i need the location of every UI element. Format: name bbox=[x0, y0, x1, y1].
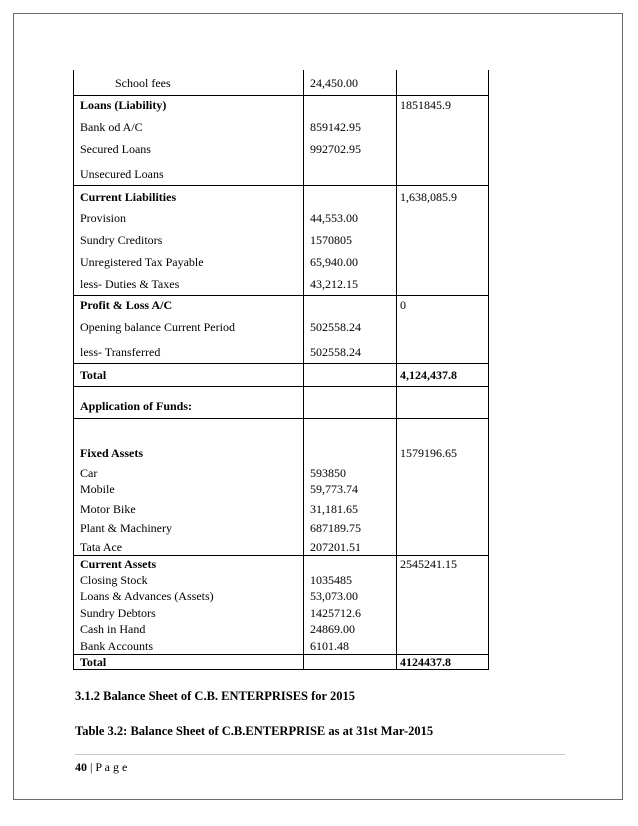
row-total: 4,124,437.8 bbox=[400, 368, 457, 382]
row-amount: 502558.24 bbox=[310, 345, 361, 359]
row-label: Mobile bbox=[80, 482, 115, 496]
row-label: less- Transferred bbox=[80, 345, 161, 359]
row-label: Unregistered Tax Payable bbox=[80, 255, 204, 269]
row-label: Motor Bike bbox=[80, 502, 136, 516]
row-label: Unsecured Loans bbox=[80, 167, 164, 181]
row-label: Total bbox=[80, 368, 107, 382]
table-rule bbox=[73, 386, 489, 387]
row-total: 1851845.9 bbox=[400, 98, 451, 112]
row-total: 1,638,085.9 bbox=[400, 190, 457, 204]
table-rule bbox=[73, 418, 489, 419]
balance-sheet-table bbox=[73, 70, 489, 670]
row-label: Plant & Machinery bbox=[80, 521, 172, 535]
row-label: Tata Ace bbox=[80, 540, 123, 554]
row-total: 4124437.8 bbox=[400, 655, 451, 669]
row-amount: 6101.48 bbox=[310, 639, 349, 653]
row-amount: 24869.00 bbox=[310, 622, 355, 636]
table-left-border bbox=[73, 70, 74, 669]
row-label: Cash in Hand bbox=[80, 622, 146, 636]
row-label: Opening balance Current Period bbox=[80, 320, 235, 334]
row-label: Profit & Loss A/C bbox=[80, 298, 173, 312]
table-rule bbox=[73, 185, 489, 186]
page-footer bbox=[75, 760, 127, 775]
row-label: Fixed Assets bbox=[80, 446, 143, 460]
row-amount: 859142.95 bbox=[310, 120, 361, 134]
section-heading: 3.1.2 Balance Sheet of C.B. ENTERPRISES for 2015 bbox=[75, 689, 355, 703]
row-amount: 207201.51 bbox=[310, 540, 361, 554]
table-rule bbox=[73, 363, 489, 364]
table-caption: Table 3.2: Balance Sheet of C.B.ENTERPRISE as at 31st Mar-2015 bbox=[75, 724, 434, 738]
row-label: Current Assets bbox=[80, 557, 157, 571]
table-right-border bbox=[488, 70, 489, 669]
row-amount: 31,181.65 bbox=[310, 502, 358, 516]
table-rule bbox=[73, 555, 489, 556]
row-label: Closing Stock bbox=[80, 573, 148, 587]
row-label: Loans & Advances (Assets) bbox=[80, 589, 214, 603]
row-label: School fees bbox=[115, 76, 171, 90]
row-total: 2545241.15 bbox=[400, 557, 457, 571]
row-total: 0 bbox=[400, 298, 406, 312]
table-rule bbox=[73, 295, 489, 296]
row-amount: 59,773.74 bbox=[310, 482, 358, 496]
row-amount: 24,450.00 bbox=[310, 76, 358, 90]
row-amount: 44,553.00 bbox=[310, 211, 358, 225]
row-label: Secured Loans bbox=[80, 142, 151, 156]
row-amount: 502558.24 bbox=[310, 320, 361, 334]
row-label: Current Liabilities bbox=[80, 190, 177, 204]
table-rule bbox=[73, 95, 489, 96]
row-amount: 65,940.00 bbox=[310, 255, 358, 269]
row-amount: 53,073.00 bbox=[310, 589, 358, 603]
row-label: Loans (Liability) bbox=[80, 98, 167, 112]
row-amount: 1570805 bbox=[310, 233, 352, 247]
row-amount: 593850 bbox=[310, 466, 346, 480]
row-label: Total bbox=[80, 655, 107, 669]
row-label: Application of Funds: bbox=[80, 399, 193, 413]
table-rule bbox=[73, 669, 489, 670]
row-amount: 992702.95 bbox=[310, 142, 361, 156]
row-label: Bank Accounts bbox=[80, 639, 153, 653]
footer-divider bbox=[75, 754, 565, 755]
row-label: Sundry Debtors bbox=[80, 606, 156, 620]
row-amount: 1425712.6 bbox=[310, 606, 361, 620]
row-label: Sundry Creditors bbox=[80, 233, 163, 247]
row-label: Provision bbox=[80, 211, 127, 225]
table-column-divider-2 bbox=[396, 70, 397, 669]
row-label: Car bbox=[80, 466, 98, 480]
row-label: less- Duties & Taxes bbox=[80, 277, 180, 291]
row-label: Bank od A/C bbox=[80, 120, 143, 134]
footer-separator: | bbox=[87, 760, 96, 774]
table-column-divider-1 bbox=[303, 70, 304, 669]
page-number: 40 bbox=[75, 760, 87, 774]
row-amount: 43,212.15 bbox=[310, 277, 358, 291]
page-word: P a g e bbox=[95, 760, 128, 774]
row-total: 1579196.65 bbox=[400, 446, 457, 460]
row-amount: 1035485 bbox=[310, 573, 352, 587]
row-amount: 687189.75 bbox=[310, 521, 361, 535]
